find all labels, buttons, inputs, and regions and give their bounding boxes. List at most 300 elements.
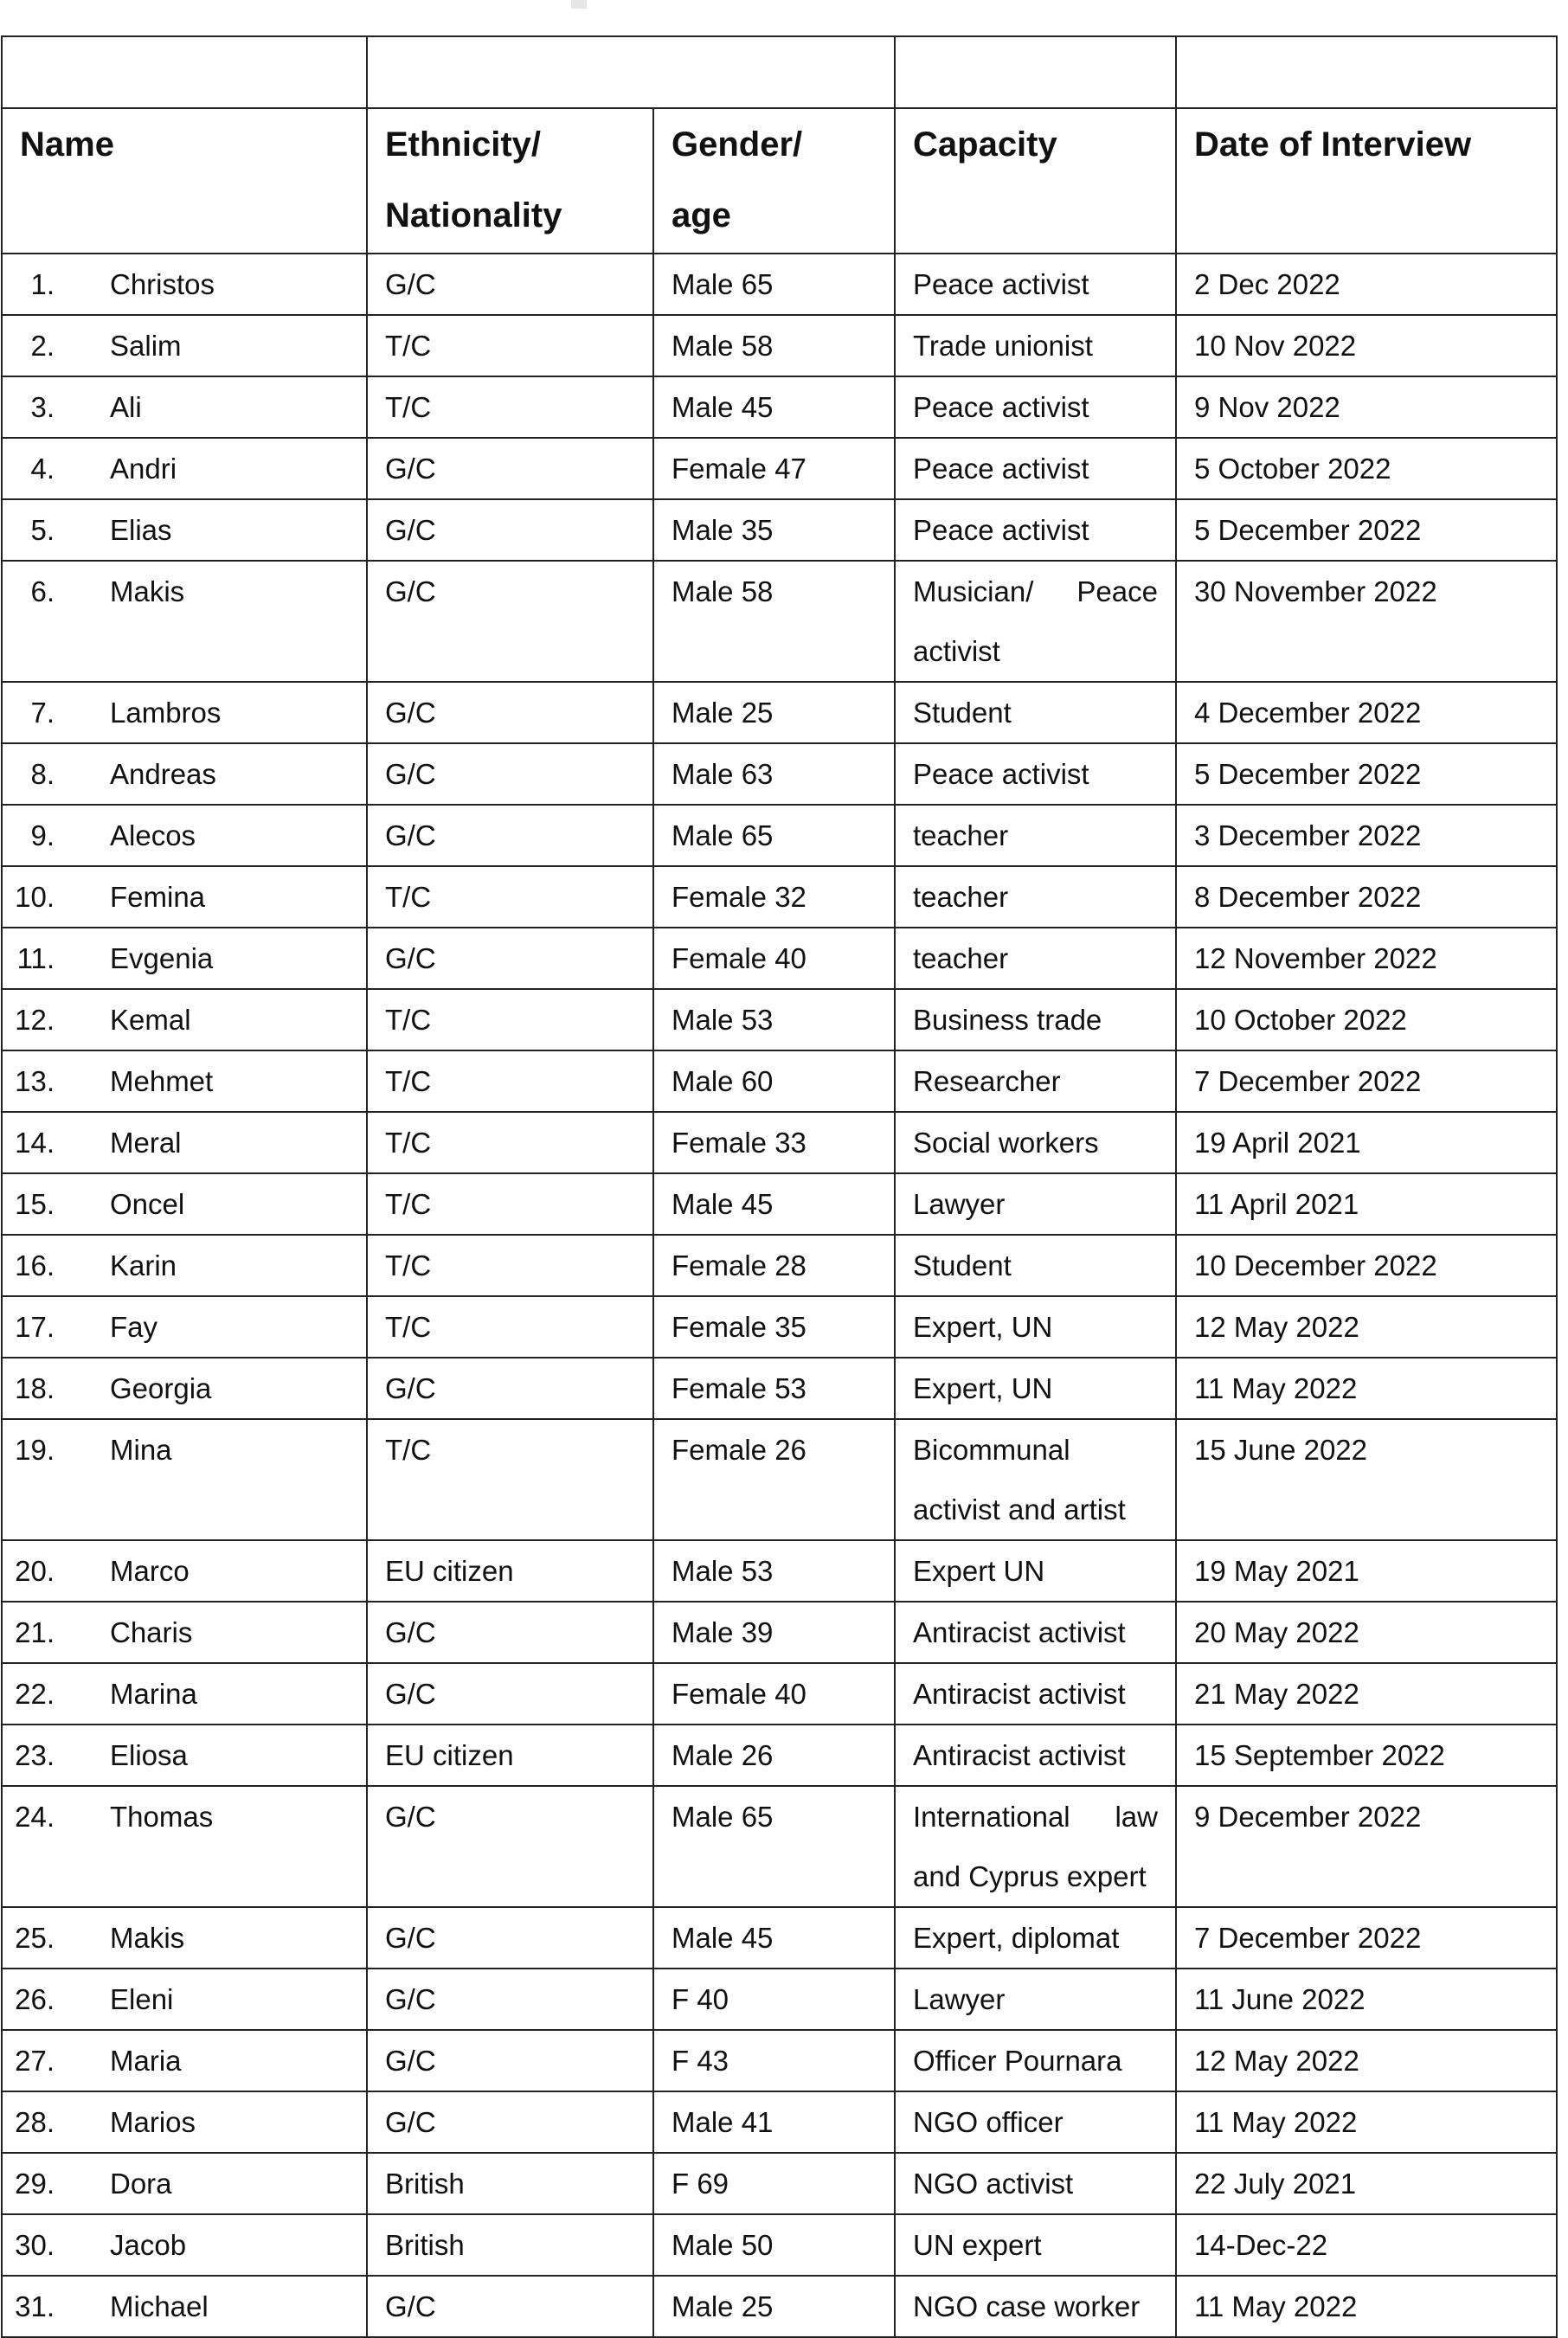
capacity-cell bbox=[895, 1235, 1176, 1296]
capacity-cell bbox=[895, 1358, 1176, 1419]
table-row bbox=[2, 743, 1557, 805]
table-row bbox=[2, 376, 1557, 438]
capacity-cell bbox=[895, 1663, 1176, 1725]
gender-age-cell bbox=[653, 1112, 895, 1173]
date-value: 11 May 2022 bbox=[1194, 2290, 1358, 2322]
table-row bbox=[2, 2030, 1557, 2091]
table-body bbox=[2, 36, 1557, 2337]
interviewee-name: Ali bbox=[110, 391, 142, 423]
interviewee-name: Meral bbox=[110, 1127, 182, 1159]
name-cell bbox=[2, 2153, 367, 2214]
name-cell bbox=[2, 682, 367, 743]
date-cell bbox=[1176, 438, 1557, 499]
interviewee-name: Eleni bbox=[110, 1983, 174, 2015]
ethnicity-value: G/C bbox=[385, 1372, 436, 1404]
ethnicity-cell bbox=[367, 1050, 653, 1112]
row-number: 9. bbox=[30, 819, 55, 851]
ethnicity-value: G/C bbox=[385, 1616, 436, 1648]
ethnicity-cell bbox=[367, 1786, 653, 1907]
row-number: 25. bbox=[15, 1922, 55, 1954]
capacity-cell bbox=[895, 989, 1176, 1050]
interviewee-name: Karin bbox=[110, 1249, 177, 1281]
gender-age-value: F 69 bbox=[672, 2168, 729, 2200]
row-number: 7. bbox=[30, 697, 55, 729]
gender-age-value: Female 40 bbox=[672, 942, 806, 974]
capacity-cell bbox=[895, 805, 1176, 866]
ethnicity-value: G/C bbox=[385, 575, 436, 607]
ethnicity-value: G/C bbox=[385, 942, 436, 974]
gender-age-cell bbox=[653, 1540, 895, 1602]
gender-age-cell bbox=[653, 1296, 895, 1358]
row-number: 18. bbox=[15, 1372, 55, 1404]
name-cell bbox=[2, 1112, 367, 1173]
date-value: 7 December 2022 bbox=[1194, 1065, 1422, 1097]
date-value: 11 April 2021 bbox=[1194, 1188, 1359, 1220]
capacity-cell bbox=[895, 499, 1176, 561]
gender-age-cell bbox=[653, 1235, 895, 1296]
capacity-cell bbox=[895, 1540, 1176, 1602]
row-number: 1. bbox=[30, 268, 55, 300]
date-cell bbox=[1176, 1786, 1557, 1907]
header-ethnicity: Ethnicity/ Nationality bbox=[367, 108, 653, 254]
name-cell bbox=[2, 743, 367, 805]
gender-age-value: F 43 bbox=[672, 2045, 729, 2077]
capacity-cell bbox=[895, 1602, 1176, 1663]
capacity-value: Musician/ Peace activist bbox=[913, 575, 1158, 667]
date-cell bbox=[1176, 1969, 1557, 2030]
gender-age-value: Male 63 bbox=[672, 758, 774, 790]
name-cell bbox=[2, 499, 367, 561]
interviewee-name: Andreas bbox=[110, 758, 216, 790]
name-cell bbox=[2, 1786, 367, 1907]
date-value: 5 December 2022 bbox=[1194, 758, 1422, 790]
gender-age-value: Female 26 bbox=[672, 1434, 806, 1466]
capacity-value: Antiracist activist bbox=[913, 1678, 1126, 1710]
row-number: 17. bbox=[15, 1311, 55, 1343]
interviewee-name: Christos bbox=[110, 268, 215, 300]
interviewee-name: Femina bbox=[110, 881, 206, 913]
capacity-cell bbox=[895, 743, 1176, 805]
date-cell bbox=[1176, 989, 1557, 1050]
name-cell bbox=[2, 1173, 367, 1235]
date-value: 12 May 2022 bbox=[1194, 2045, 1359, 2077]
ethnicity-cell bbox=[367, 1296, 653, 1358]
capacity-value: Lawyer bbox=[913, 1983, 1006, 2015]
gender-age-value: Female 47 bbox=[672, 453, 806, 485]
ethnicity-cell bbox=[367, 1540, 653, 1602]
ethnicity-cell bbox=[367, 1112, 653, 1173]
gender-age-value: Male 50 bbox=[672, 2229, 774, 2261]
row-number: 20. bbox=[15, 1555, 55, 1587]
interviewee-name: Elias bbox=[110, 514, 172, 546]
gender-age-cell bbox=[653, 254, 895, 315]
ethnicity-cell bbox=[367, 1969, 653, 2030]
gender-age-value: Female 53 bbox=[672, 1372, 806, 1404]
gender-age-cell bbox=[653, 928, 895, 989]
ethnicity-value: T/C bbox=[385, 881, 432, 913]
table-row bbox=[2, 499, 1557, 561]
gender-age-value: Female 32 bbox=[672, 881, 806, 913]
capacity-value: Expert, UN bbox=[913, 1311, 1053, 1343]
header-date: Date of Interview bbox=[1176, 108, 1557, 254]
gender-age-cell bbox=[653, 1358, 895, 1419]
capacity-cell bbox=[895, 376, 1176, 438]
row-number: 10. bbox=[15, 881, 55, 913]
date-cell bbox=[1176, 805, 1557, 866]
name-cell bbox=[2, 1602, 367, 1663]
capacity-cell bbox=[895, 561, 1176, 682]
gender-age-cell bbox=[653, 805, 895, 866]
gender-age-cell bbox=[653, 1419, 895, 1540]
ethnicity-cell bbox=[367, 1358, 653, 1419]
capacity-cell bbox=[895, 682, 1176, 743]
blank-merged-cell bbox=[367, 36, 895, 108]
date-cell bbox=[1176, 1602, 1557, 1663]
gender-age-value: Female 28 bbox=[672, 1249, 806, 1281]
table-row bbox=[2, 2091, 1557, 2153]
name-cell bbox=[2, 1296, 367, 1358]
gender-age-value: Male 65 bbox=[672, 268, 774, 300]
interviewee-name: Makis bbox=[110, 1922, 185, 1954]
interviewee-name: Kemal bbox=[110, 1004, 191, 1036]
gender-age-value: Male 45 bbox=[672, 1188, 774, 1220]
table-row bbox=[2, 1296, 1557, 1358]
ethnicity-value: T/C bbox=[385, 1065, 432, 1097]
header-gender-age: Gender/ age bbox=[653, 108, 895, 254]
interviewee-name: Jacob bbox=[110, 2229, 187, 2261]
gender-age-value: Male 53 bbox=[672, 1555, 774, 1587]
capacity-value: Antiracist activist bbox=[913, 1739, 1126, 1771]
capacity-value: Officer Pournara bbox=[913, 2045, 1122, 2077]
date-value: 5 October 2022 bbox=[1194, 453, 1391, 485]
ethnicity-value: T/C bbox=[385, 1188, 432, 1220]
name-cell bbox=[2, 2091, 367, 2153]
name-cell bbox=[2, 315, 367, 376]
capacity-value: Trade unionist bbox=[913, 330, 1093, 362]
date-value: 19 April 2021 bbox=[1194, 1127, 1361, 1159]
gender-age-value: Male 65 bbox=[672, 1801, 774, 1833]
date-cell bbox=[1176, 315, 1557, 376]
ethnicity-cell bbox=[367, 1602, 653, 1663]
ethnicity-value: T/C bbox=[385, 1311, 432, 1343]
capacity-cell bbox=[895, 928, 1176, 989]
name-cell bbox=[2, 1907, 367, 1969]
ethnicity-cell bbox=[367, 1173, 653, 1235]
table-row bbox=[2, 682, 1557, 743]
table-row bbox=[2, 1786, 1557, 1907]
capacity-cell bbox=[895, 315, 1176, 376]
capacity-cell bbox=[895, 1173, 1176, 1235]
interviewee-name: Fay bbox=[110, 1311, 158, 1343]
interviewee-name: Andri bbox=[110, 453, 177, 485]
date-value: 20 May 2022 bbox=[1194, 1616, 1359, 1648]
capacity-value: Business trade bbox=[913, 1004, 1102, 1036]
table-row bbox=[2, 315, 1557, 376]
ethnicity-cell bbox=[367, 2030, 653, 2091]
name-cell bbox=[2, 989, 367, 1050]
date-value: 14-Dec-22 bbox=[1194, 2229, 1328, 2261]
interviewee-name: Marina bbox=[110, 1678, 197, 1710]
name-cell bbox=[2, 928, 367, 989]
name-cell bbox=[2, 254, 367, 315]
date-cell bbox=[1176, 1173, 1557, 1235]
ethnicity-value: T/C bbox=[385, 330, 432, 362]
interviewee-name: Michael bbox=[110, 2290, 209, 2322]
ethnicity-value: G/C bbox=[385, 2045, 436, 2077]
blank-cell bbox=[2, 36, 367, 108]
capacity-cell bbox=[895, 254, 1176, 315]
date-value: 7 December 2022 bbox=[1194, 1922, 1422, 1954]
gender-age-cell bbox=[653, 1663, 895, 1725]
table-row bbox=[2, 989, 1557, 1050]
header-name: Name bbox=[2, 108, 367, 254]
date-cell bbox=[1176, 2091, 1557, 2153]
date-value: 21 May 2022 bbox=[1194, 1678, 1359, 1710]
table-row bbox=[2, 1602, 1557, 1663]
date-cell bbox=[1176, 499, 1557, 561]
ethnicity-cell bbox=[367, 376, 653, 438]
capacity-value: Social workers bbox=[913, 1127, 1099, 1159]
gender-age-value: Male 65 bbox=[672, 819, 774, 851]
gender-age-cell bbox=[653, 561, 895, 682]
row-number: 26. bbox=[15, 1983, 55, 2015]
date-value: 9 December 2022 bbox=[1194, 1801, 1422, 1833]
capacity-cell bbox=[895, 1050, 1176, 1112]
interviewee-name: Mehmet bbox=[110, 1065, 214, 1097]
date-value: 22 July 2021 bbox=[1194, 2168, 1357, 2200]
header-row bbox=[2, 108, 1557, 254]
date-value: 11 May 2022 bbox=[1194, 2106, 1358, 2138]
table-row bbox=[2, 254, 1557, 315]
capacity-value: NGO officer bbox=[913, 2106, 1064, 2138]
table-row bbox=[2, 805, 1557, 866]
name-cell bbox=[2, 438, 367, 499]
ethnicity-cell bbox=[367, 2153, 653, 2214]
date-cell bbox=[1176, 1358, 1557, 1419]
capacity-cell bbox=[895, 2153, 1176, 2214]
interviewee-name: Thomas bbox=[110, 1801, 214, 1833]
date-cell bbox=[1176, 1112, 1557, 1173]
ethnicity-value: T/C bbox=[385, 391, 432, 423]
gender-age-cell bbox=[653, 743, 895, 805]
row-number: 5. bbox=[30, 514, 55, 546]
name-cell bbox=[2, 1540, 367, 1602]
capacity-value: Expert, diplomat bbox=[913, 1922, 1120, 1954]
gender-age-cell bbox=[653, 1907, 895, 1969]
interviewees-table bbox=[1, 35, 1558, 2338]
interviewee-name: Evgenia bbox=[110, 942, 214, 974]
top-edge-mark bbox=[571, 0, 587, 9]
capacity-cell bbox=[895, 866, 1176, 928]
gender-age-cell bbox=[653, 376, 895, 438]
ethnicity-value: G/C bbox=[385, 2106, 436, 2138]
date-cell bbox=[1176, 1235, 1557, 1296]
date-cell bbox=[1176, 1725, 1557, 1786]
row-number: 12. bbox=[15, 1004, 55, 1036]
table-row bbox=[2, 561, 1557, 682]
ethnicity-cell bbox=[367, 1235, 653, 1296]
row-number: 15. bbox=[15, 1188, 55, 1220]
gender-age-cell bbox=[653, 2153, 895, 2214]
interviewee-name: Charis bbox=[110, 1616, 193, 1648]
row-number: 4. bbox=[30, 453, 55, 485]
capacity-value: teacher bbox=[913, 942, 1009, 974]
date-value: 15 June 2022 bbox=[1194, 1434, 1368, 1466]
date-value: 10 December 2022 bbox=[1194, 1249, 1437, 1281]
ethnicity-value: T/C bbox=[385, 1249, 432, 1281]
gender-age-value: Male 26 bbox=[672, 1739, 774, 1771]
ethnicity-value: T/C bbox=[385, 1127, 432, 1159]
capacity-value: Peace activist bbox=[913, 391, 1089, 423]
interviewee-name: Salim bbox=[110, 330, 182, 362]
name-cell bbox=[2, 1969, 367, 2030]
capacity-cell bbox=[895, 1419, 1176, 1540]
date-value: 15 September 2022 bbox=[1194, 1739, 1445, 1771]
ethnicity-value: T/C bbox=[385, 1434, 432, 1466]
gender-age-value: Male 35 bbox=[672, 514, 774, 546]
gender-age-cell bbox=[653, 1969, 895, 2030]
capacity-cell bbox=[895, 2276, 1176, 2337]
gender-age-cell bbox=[653, 1173, 895, 1235]
gender-age-value: F 40 bbox=[672, 1983, 729, 2015]
blank-top-row bbox=[2, 36, 1557, 108]
row-number: 22. bbox=[15, 1678, 55, 1710]
gender-age-cell bbox=[653, 2276, 895, 2337]
capacity-cell bbox=[895, 438, 1176, 499]
interviewee-name: Marios bbox=[110, 2106, 196, 2138]
interviewee-name: Georgia bbox=[110, 1372, 212, 1404]
capacity-value: Bicommunal activist and artist bbox=[913, 1434, 1126, 1525]
capacity-value: Peace activist bbox=[913, 758, 1089, 790]
capacity-value: Peace activist bbox=[913, 453, 1089, 485]
ethnicity-value: G/C bbox=[385, 268, 436, 300]
capacity-cell bbox=[895, 1296, 1176, 1358]
date-cell bbox=[1176, 1296, 1557, 1358]
table-row bbox=[2, 1358, 1557, 1419]
ethnicity-cell bbox=[367, 2276, 653, 2337]
gender-age-cell bbox=[653, 1786, 895, 1907]
ethnicity-value: G/C bbox=[385, 2290, 436, 2322]
capacity-value: Lawyer bbox=[913, 1188, 1006, 1220]
capacity-value: Researcher bbox=[913, 1065, 1061, 1097]
row-number: 16. bbox=[15, 1249, 55, 1281]
capacity-value: Student bbox=[913, 1249, 1012, 1281]
gender-age-value: Male 45 bbox=[672, 391, 774, 423]
table-row bbox=[2, 1663, 1557, 1725]
date-value: 11 June 2022 bbox=[1194, 1983, 1366, 2015]
interviewee-name: Lambros bbox=[110, 697, 222, 729]
interviewee-name: Dora bbox=[110, 2168, 172, 2200]
row-number: 24. bbox=[15, 1801, 55, 1833]
date-cell bbox=[1176, 1663, 1557, 1725]
blank-cell bbox=[1176, 36, 1557, 108]
row-number: 14. bbox=[15, 1127, 55, 1159]
gender-age-cell bbox=[653, 2214, 895, 2276]
ethnicity-value: British bbox=[385, 2229, 465, 2261]
ethnicity-cell bbox=[367, 989, 653, 1050]
date-cell bbox=[1176, 1050, 1557, 1112]
table-row bbox=[2, 866, 1557, 928]
date-value: 19 May 2021 bbox=[1194, 1555, 1359, 1587]
row-number: 28. bbox=[15, 2106, 55, 2138]
gender-age-cell bbox=[653, 2091, 895, 2153]
ethnicity-cell bbox=[367, 499, 653, 561]
date-cell bbox=[1176, 928, 1557, 989]
row-number: 13. bbox=[15, 1065, 55, 1097]
date-cell bbox=[1176, 2276, 1557, 2337]
capacity-value: teacher bbox=[913, 881, 1009, 913]
capacity-cell bbox=[895, 1786, 1176, 1907]
date-value: 10 October 2022 bbox=[1194, 1004, 1407, 1036]
gender-age-cell bbox=[653, 1050, 895, 1112]
capacity-value: Antiracist activist bbox=[913, 1616, 1126, 1648]
capacity-value: UN expert bbox=[913, 2229, 1042, 2261]
table-row bbox=[2, 1907, 1557, 1969]
ethnicity-value: G/C bbox=[385, 1922, 436, 1954]
name-cell bbox=[2, 1663, 367, 1725]
name-cell bbox=[2, 1050, 367, 1112]
capacity-value: Expert, UN bbox=[913, 1372, 1053, 1404]
date-value: 12 May 2022 bbox=[1194, 1311, 1359, 1343]
row-number: 2. bbox=[30, 330, 55, 362]
gender-age-value: Male 53 bbox=[672, 1004, 774, 1036]
capacity-cell bbox=[895, 1725, 1176, 1786]
interviewee-name: Oncel bbox=[110, 1188, 185, 1220]
ethnicity-cell bbox=[367, 682, 653, 743]
date-cell bbox=[1176, 561, 1557, 682]
capacity-value: Peace activist bbox=[913, 268, 1089, 300]
ethnicity-cell bbox=[367, 805, 653, 866]
gender-age-cell bbox=[653, 499, 895, 561]
table-row bbox=[2, 1969, 1557, 2030]
capacity-value: NGO activist bbox=[913, 2168, 1074, 2200]
ethnicity-cell bbox=[367, 2091, 653, 2153]
row-number: 23. bbox=[15, 1739, 55, 1771]
date-value: 11 May 2022 bbox=[1194, 1372, 1358, 1404]
ethnicity-cell bbox=[367, 1663, 653, 1725]
date-cell bbox=[1176, 254, 1557, 315]
date-cell bbox=[1176, 376, 1557, 438]
ethnicity-value: T/C bbox=[385, 1004, 432, 1036]
capacity-cell bbox=[895, 1112, 1176, 1173]
capacity-cell bbox=[895, 1907, 1176, 1969]
ethnicity-cell bbox=[367, 1419, 653, 1540]
interviewee-name: Marco bbox=[110, 1555, 190, 1587]
capacity-cell bbox=[895, 1969, 1176, 2030]
ethnicity-cell bbox=[367, 928, 653, 989]
gender-age-cell bbox=[653, 989, 895, 1050]
capacity-value: Student bbox=[913, 697, 1012, 729]
gender-age-value: Male 60 bbox=[672, 1065, 774, 1097]
interviewee-name: Eliosa bbox=[110, 1739, 188, 1771]
capacity-value: Peace activist bbox=[913, 514, 1089, 546]
table-row bbox=[2, 2214, 1557, 2276]
ethnicity-value: EU citizen bbox=[385, 1555, 514, 1587]
capacity-value: teacher bbox=[913, 819, 1009, 851]
ethnicity-cell bbox=[367, 254, 653, 315]
row-number: 3. bbox=[30, 391, 55, 423]
date-value: 12 November 2022 bbox=[1194, 942, 1437, 974]
gender-age-cell bbox=[653, 1725, 895, 1786]
date-value: 9 Nov 2022 bbox=[1194, 391, 1340, 423]
ethnicity-value: British bbox=[385, 2168, 465, 2200]
capacity-cell bbox=[895, 2214, 1176, 2276]
header-capacity: Capacity bbox=[895, 108, 1176, 254]
date-value: 4 December 2022 bbox=[1194, 697, 1422, 729]
name-cell bbox=[2, 805, 367, 866]
name-cell bbox=[2, 1725, 367, 1786]
ethnicity-value: G/C bbox=[385, 1983, 436, 2015]
